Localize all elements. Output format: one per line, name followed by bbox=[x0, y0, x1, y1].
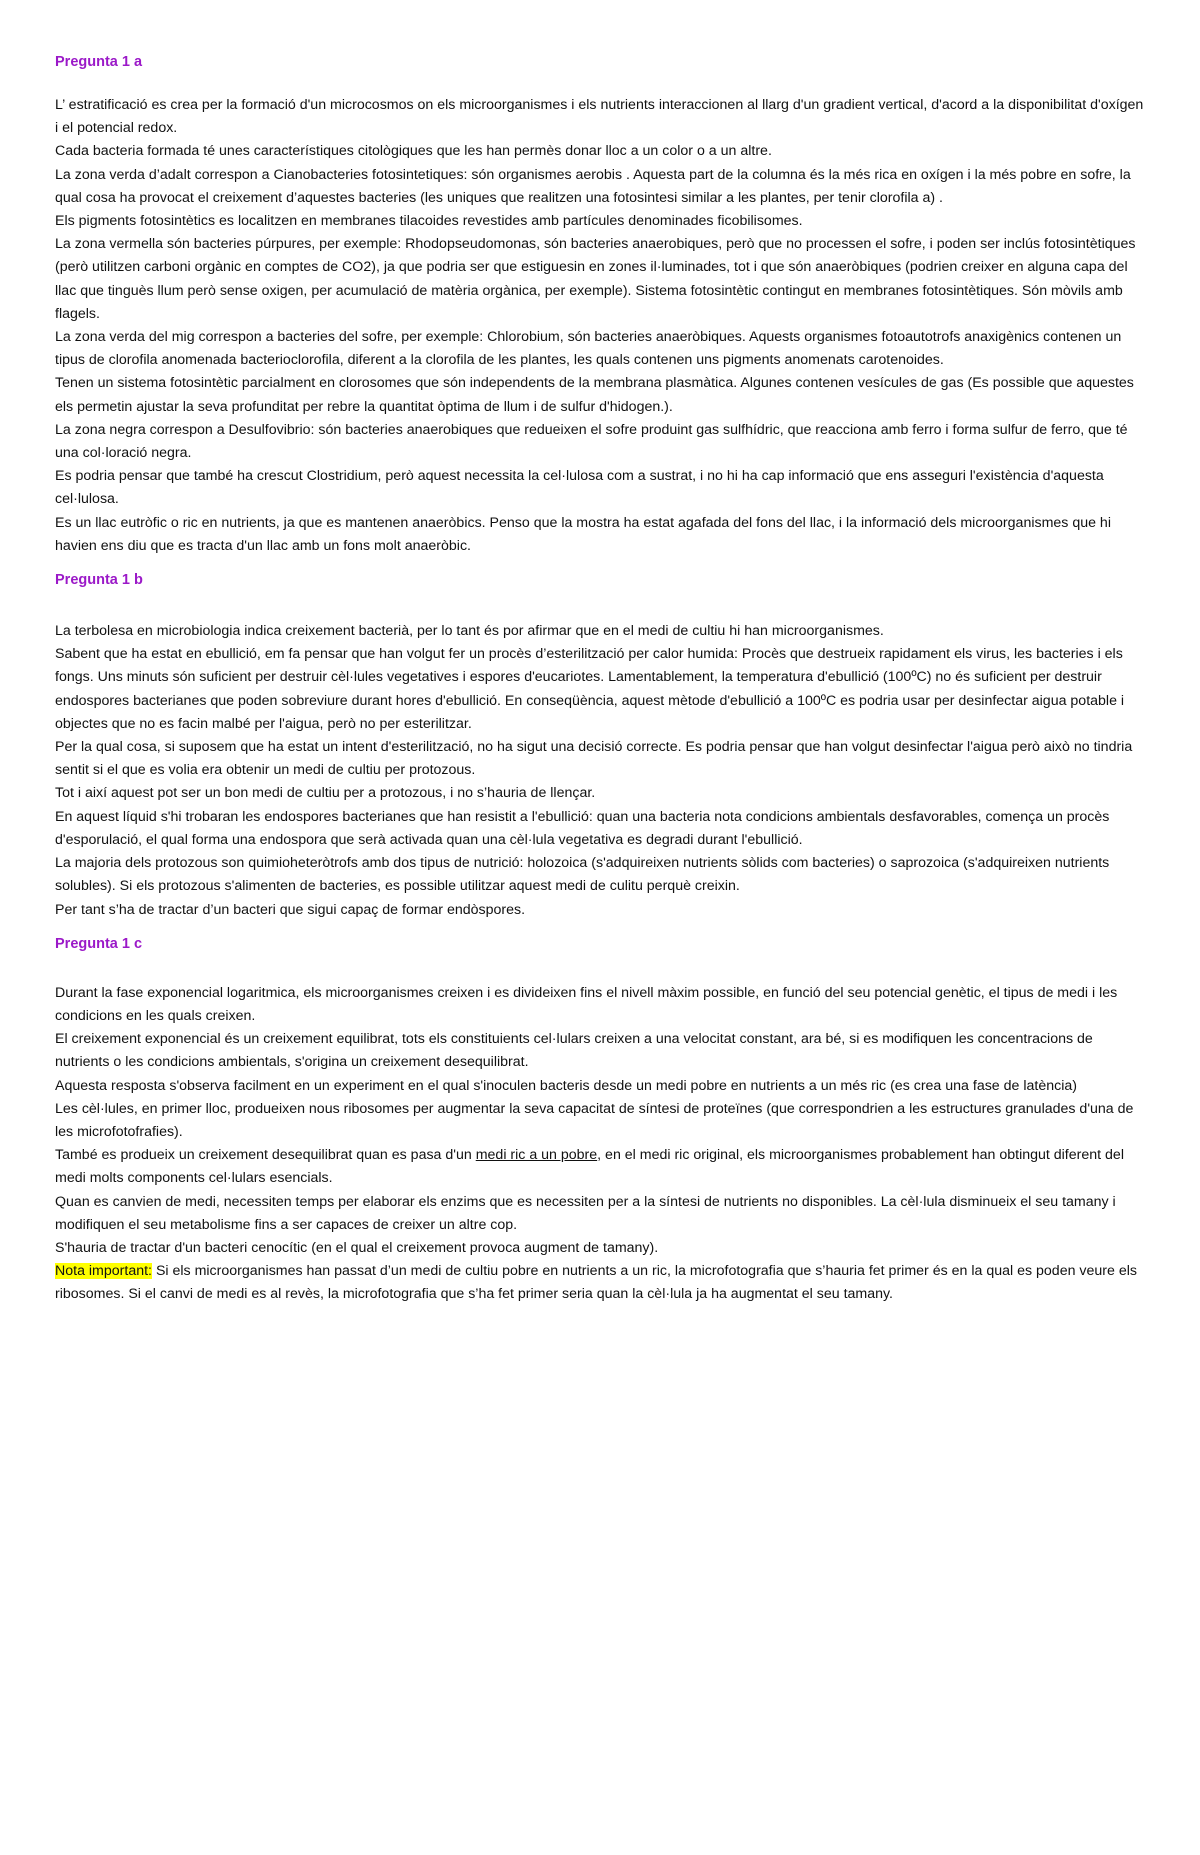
paragraph: La zona negra correspon a Desulfovibrio: són bacteries anaerobiques que redueixen el sofre produint gas sulfhídric, que reacciona amb ferro i forma sulfur de ferro, que té una col·loració negra. bbox=[55, 421, 1128, 462]
paragraph: Les cèl·lules, en primer lloc, produeixen nous ribosomes per augmentar la seva capacitat de síntesi de proteïnes (que correspondrien a les estructures granulades d'una de les microfotofrafies). bbox=[55, 1100, 1134, 1140]
paragraph: Cada bacteria formada té unes característiques citològiques que les han permès donar lloc a un color o a un altre. bbox=[55, 143, 772, 160]
paragraph: Durant la fase exponencial logaritmica, els microorganismes creixen i es divideixen fins el nivell màxim possible, en funció del seu potencial genètic, el tipus de medi i les condicions en les quals creixen. bbox=[55, 984, 1118, 1024]
text-run: També es produeix un creixement desequilibrat quan es pasa d'un bbox=[55, 1147, 476, 1164]
paragraph: Sabent que ha estat en ebullició, em fa pensar que han volgut fer un procès d’esterilització per calor humida: Procès que destrueix rapidament els virus, les bacteries i els fongs. Uns minuts són suficient per destruir cèl·lules vegetatives i espores d'eucariotes. Lamentablement, la temperatura d'ebullició (100ºC) no és suficient per destruir endospores bacterianes que poden sobreviure durant hores d'ebullició. En conseqüència, aquest mètode d'ebullició a 100ºC es podria usar per desinfectar aigua potable i objectes que no es facin malbé per l'aigua, però no per esterilitzar. bbox=[55, 646, 1125, 732]
paragraph: Es podria pensar que també ha crescut Clostridium, però aquest necessita la cel·lulosa com a sustrat, i no hi ha cap informació que ens asseguri l'existència d'aquesta cel·lulosa. bbox=[55, 468, 1104, 508]
paragraph: Aquesta resposta s'observa facilment en un experiment en el qual s'inoculen bacteris desde un medi pobre en nutrients a un més ric (es crea una fase de latència) bbox=[55, 1077, 1077, 1094]
paragraph: En aquest líquid s'hi trobaran les endospores bacterianes que han resistit a l'ebullició: quan una bacteria nota condicions ambientals desfavorables, comença un procès d'esporulació, el qual forma una endospora que serà activada quan una cèl·lula vegetativa es degradi durant l'ebullició. bbox=[55, 808, 1110, 848]
paragraph: Per la qual cosa, si suposem que ha estat un intent d'esterilització, no ha sigut una decisió correcte. Es podria pensar que han volgut desinfectar l'aigua però això no tindria sentit si el que es volia era obtenir un medi de cultiu per protozous. bbox=[55, 739, 1133, 779]
paragraph: L’ estratificació es crea per la formació d'un microcosmos on els microorganismes i els nutrients interaccionen al llarg d'un gradient vertical, d'acord a la disponibilitat d'oxígen i el potencial redox. bbox=[55, 97, 1144, 137]
paragraph: La zona verda d’adalt correspon a Cianobacteries fotosintetiques: són organismes aerobis . Aquesta part de la columna és la més rica en oxígen i la més pobre en sofre, la qual cosa ha provocat el creixement d’aquestes bacteries (les uniques que realitzen una fotosintesi similar a les plantes, per tenir clorofila a) . bbox=[55, 166, 1131, 206]
paragraph: Es un llac eutròfic o ric en nutrients, ja que es mantenen anaeròbics. Penso que la mostra ha estat agafada del fons del llac, i la informació dels microorganismes que hi havien ens diu que es tracta d'un llac amb un fons molt anaeròbic. bbox=[55, 514, 1111, 554]
section-q1b bbox=[55, 570, 1145, 922]
section-q1a bbox=[55, 52, 1145, 558]
underlined-text: medi ric a un pobre bbox=[475, 1147, 598, 1164]
section-heading-q1c: Pregunta 1 c bbox=[55, 935, 143, 952]
paragraph: La zona vermella són bacteries púrpures, per exemple: Rhodopseudomonas, són bacteries anaerobiques, però que no processen el sofre, i poden ser inclús fotosintètiques (però utilitzen carboni orgànic en comptes de CO2), ja que podria ser que estiguesin en zones il·luminades, tot i que són anaeròbiques (podrien creixer en alguna capa del llac que tinguès llum però sense oxigen, per acumulació de matèria orgànica, per exemple). Sistema fotosintètic contingut en membranes fotosintètiques. Són mòvils amb flagels. bbox=[55, 236, 1136, 322]
important-note bbox=[55, 1260, 1145, 1306]
paragraph: El creixement exponencial és un creixement equilibrat, tots els constituients cel·lulars creixen a una velocitat constant, ara bé, si es modifiquen les concentracions de nutrients o les condicions ambientals, s'origina un creixement desequilibrat. bbox=[55, 1031, 1093, 1071]
section-heading-q1a: Pregunta 1 a bbox=[55, 54, 143, 70]
paragraph: Tot i així aquest pot ser un bon medi de cultiu per a protozous, i no s’hauria de llençar. bbox=[55, 785, 596, 802]
document-page bbox=[55, 52, 1145, 1319]
paragraph: La terbolesa en microbiologia indica creixement bacterià, per lo tant és por afirmar que en el medi de cultiu hi han microorganismes. bbox=[55, 623, 884, 640]
paragraph: La majoria dels protozous son quimioheteròtrofs amb dos tipus de nutrició: holozoica (s'adquireixen nutrients sòlids com bacteries) o saprozoica (s'adquireixen nutrients solubles). Si els protozous s'alimenten de bacteries, es possible utilitzar aquest medi de culitu perquè creixin. bbox=[55, 855, 1110, 895]
section-heading-q1b: Pregunta 1 b bbox=[55, 572, 143, 589]
paragraph-with-underline bbox=[55, 1144, 1145, 1190]
text-run: , en el medi ric original, els microorganismes probablement han obtingut diferent del medi molts components cel·lulars esencials. bbox=[55, 1147, 1124, 1187]
note-text: Si els microorganismes han passat d’un medi de cultiu pobre en nutrients a un ric, la microfotografia que s’hauria fet primer és en la qual es poden veure els ribosomes. Si el canvi de medi es al revès, la microfotografia que s’ha fet primer seria quan la cèl·lula ja ha augmentat el seu tamany. bbox=[55, 1263, 1137, 1303]
note-label-highlighted: Nota important: bbox=[55, 1263, 152, 1280]
paragraph: Per tant s’ha de tractar d’un bacteri que sigui capaç de formar endòspores. bbox=[55, 901, 526, 918]
paragraph: Quan es canvien de medi, necessiten temps per elaborar els enzims que es necessiten per a la síntesi de nutrients no disponibles. La cèl·lula disminueix el seu tamany i modifiquen el seu metabolisme fins a ser capaces de creixer un altre cop. bbox=[55, 1193, 1116, 1233]
paragraph: S'hauria de tractar d'un bacteri cenocític (en el qual el creixement provoca augment de tamany). bbox=[55, 1239, 659, 1256]
section-q1c bbox=[55, 934, 1145, 1307]
paragraph: Els pigments fotosintètics es localitzen en membranes tilacoides revestides amb partícules denominades ficobilisomes. bbox=[55, 213, 803, 230]
paragraph: La zona verda del mig correspon a bacteries del sofre, per exemple: Chlorobium, són bacteries anaeròbiques. Aquests organismes fotoautotrofs anaxigènics contenen un tipus de clorofila anomenada bacterioclorofila, diferent a la clorofila de les plantes, les quals contenen uns pigments anomenats carotenoides. bbox=[55, 329, 1122, 369]
paragraph: Tenen un sistema fotosintètic parcialment en clorosomes que són independents de la membrana plasmàtica. Algunes contenen vesícules de gas (Es possible que aquestes els permetin ajustar la seva profunditat per rebre la quantitat òptima de llum i de sulfur d'hidogen.). bbox=[55, 375, 1134, 415]
